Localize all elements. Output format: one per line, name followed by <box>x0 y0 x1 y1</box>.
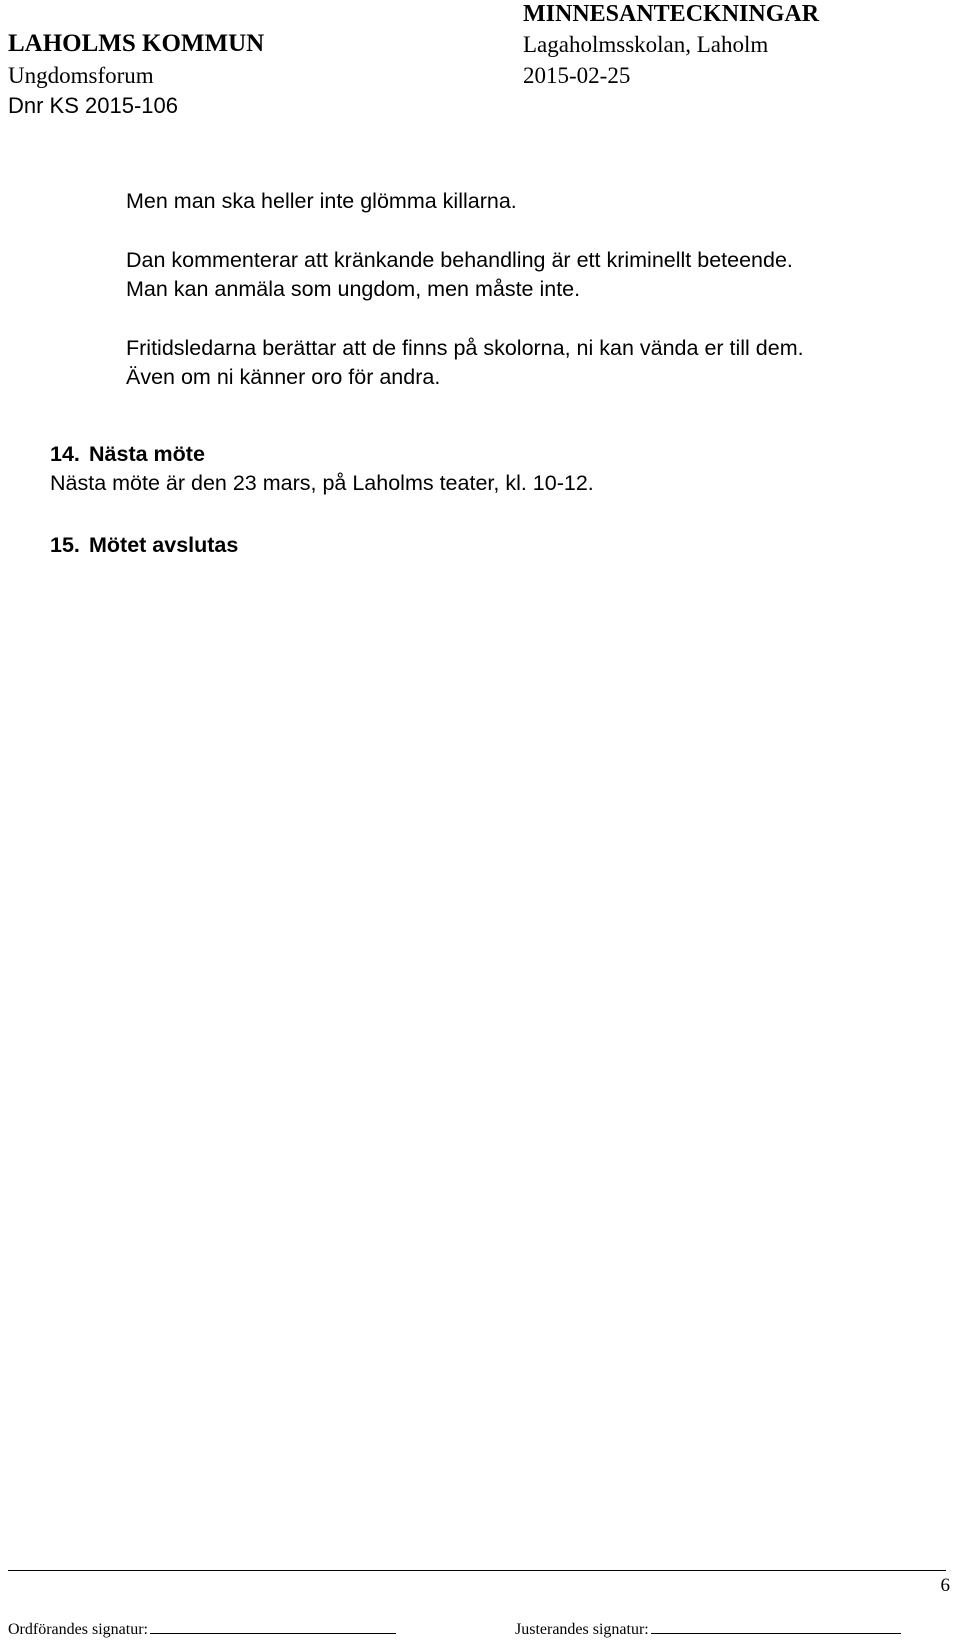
registration-number: Dnr KS 2015-106 <box>8 93 178 118</box>
footer-divider <box>8 1570 946 1571</box>
paragraph-line: Man kan anmäla som ungdom, men måste inte. <box>126 277 581 301</box>
document-type-title: MINNESANTECKNINGAR <box>523 1 820 27</box>
paragraph <box>126 246 793 304</box>
paragraph <box>126 334 804 392</box>
adjuster-signature-field <box>515 1622 901 1638</box>
section-number: 15. <box>50 533 80 557</box>
meeting-date: 2015-02-25 <box>523 63 631 88</box>
section-number: 14. <box>50 442 80 466</box>
chair-signature-field <box>8 1622 396 1638</box>
signature-line <box>651 1632 901 1634</box>
section-title: Nästa möte <box>89 442 205 466</box>
paragraph-line: Även om ni känner oro för andra. <box>126 365 441 389</box>
paragraph-line: Fritidsledarna berättar att de finns på skolorna, ni kan vända er till dem. <box>126 336 804 360</box>
section-text: Nästa möte är den 23 mars, på Laholms teater, kl. 10-12. <box>50 471 594 495</box>
meeting-location: Lagaholmsskolan, Laholm <box>523 32 769 57</box>
section-title: Mötet avslutas <box>89 533 239 557</box>
organization-name: LAHOLMS KOMMUN <box>8 30 265 57</box>
paragraph-line: Men man ska heller inte glömma killarna. <box>126 189 517 213</box>
page-number: 6 <box>940 1575 950 1596</box>
signature-line <box>150 1632 396 1634</box>
paragraph <box>126 187 517 216</box>
section-heading-15 <box>50 531 238 560</box>
paragraph-line: Dan kommenterar att kränkande behandling är ett kriminellt beteende. <box>126 248 793 272</box>
chair-signature-label: Ordförandes signatur: <box>8 1621 148 1638</box>
section-heading-14 <box>50 440 205 469</box>
body-name: Ungdomsforum <box>8 63 154 88</box>
adjuster-signature-label: Justerandes signatur: <box>515 1621 649 1638</box>
